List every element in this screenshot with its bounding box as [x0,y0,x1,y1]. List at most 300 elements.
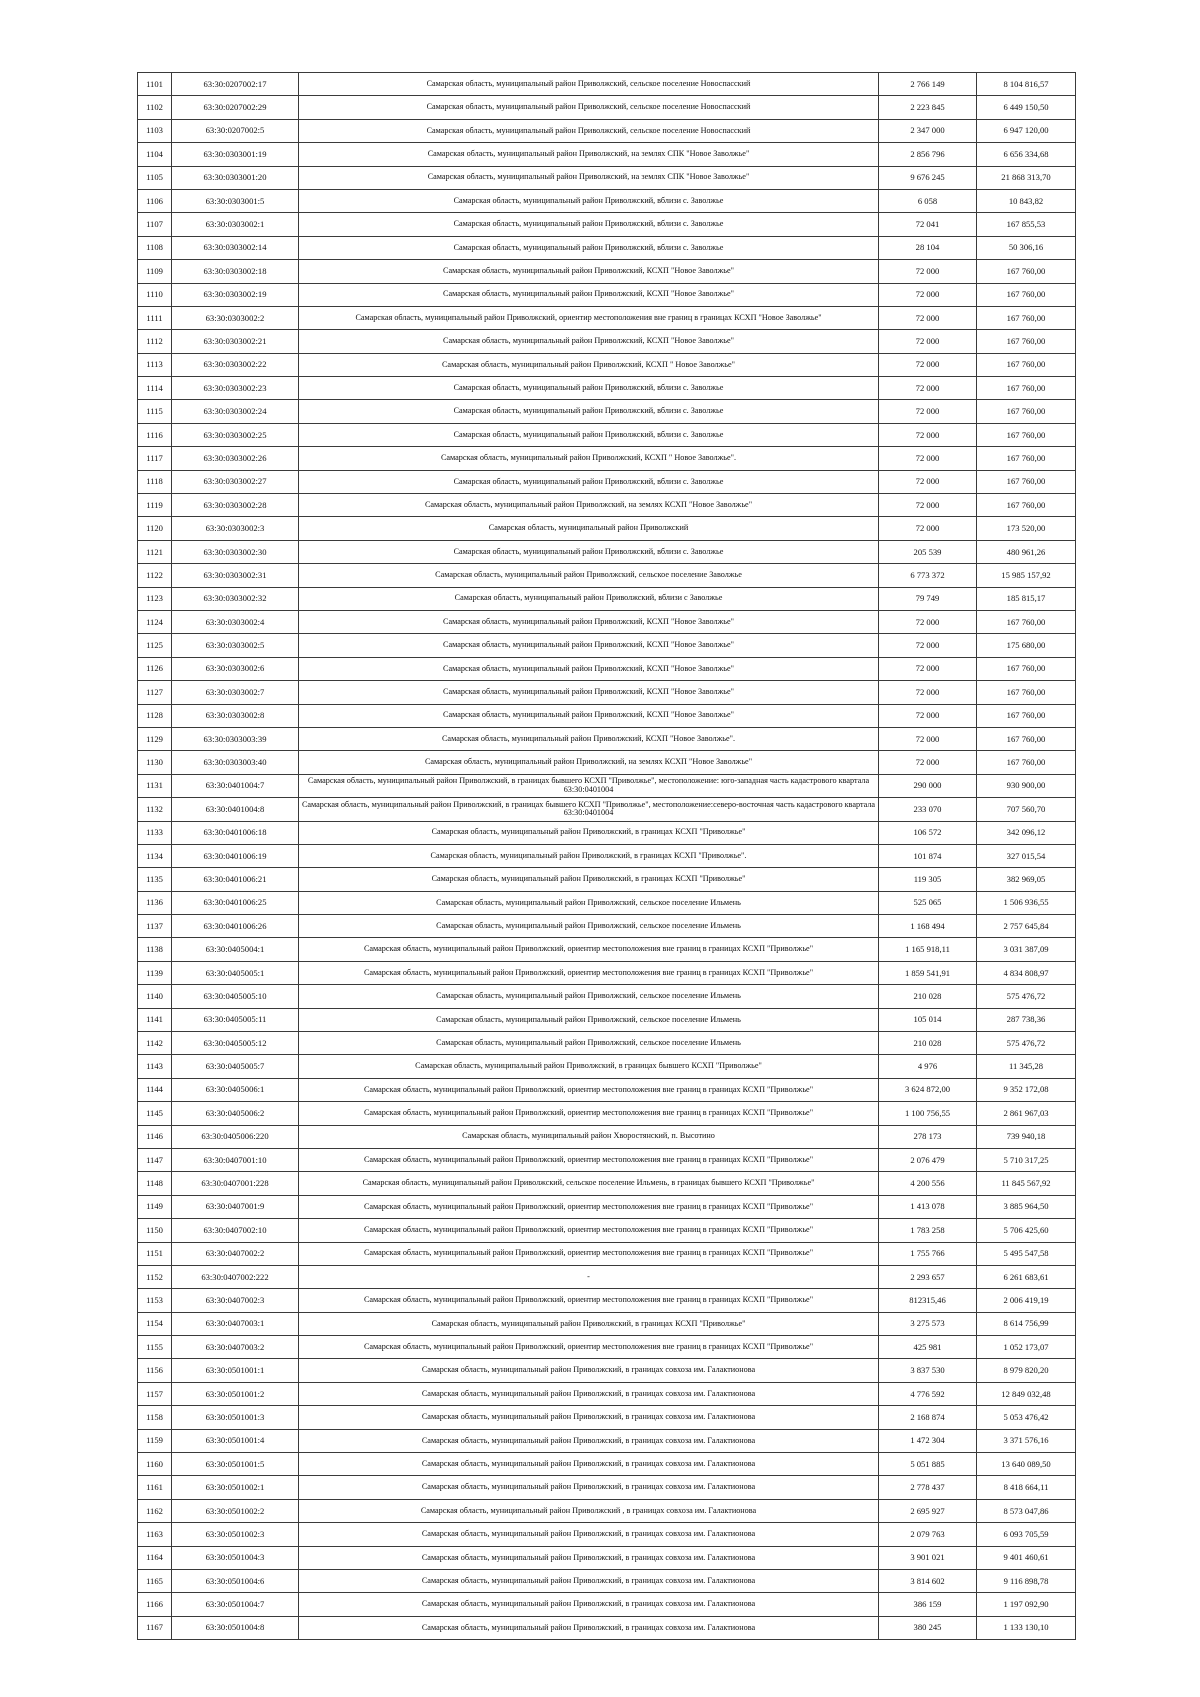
address-cell: Самарская область, муниципальный район Приволжский, ориентир местоположения вне границ в границах КСХП "Приволжье" [299,1336,879,1359]
cadastral-number-cell: 63:30:0405006:1 [172,1078,299,1101]
cadastral-number-cell: 63:30:0303003:40 [172,751,299,774]
cadastral-number-cell: 63:30:0303002:7 [172,681,299,704]
address-cell: Самарская область, муниципальный район Приволжский, сельское поселение Заволжье [299,564,879,587]
area-cell: 72 000 [879,517,977,540]
row-number-cell: 1163 [138,1523,172,1546]
cadastral-value-cell: 575 476,72 [977,985,1076,1008]
table-row [138,517,1076,540]
area-cell: 28 104 [879,236,977,259]
cadastral-number-cell: 63:30:0401006:26 [172,915,299,938]
cadastral-value-cell: 2 006 419,19 [977,1289,1076,1312]
address-cell: Самарская область, муниципальный район Приволжский, вблизи с. Заволжье [299,540,879,563]
cadastral-number-cell: 63:30:0501002:2 [172,1499,299,1522]
table-row [138,353,1076,376]
cadastral-value-cell: 327 015,54 [977,844,1076,867]
cadastral-number-cell: 63:30:0501004:6 [172,1570,299,1593]
row-number-cell: 1166 [138,1593,172,1616]
area-cell: 3 901 021 [879,1546,977,1569]
address-cell: Самарская область, муниципальный район Приволжский, КСХП " Новое Заволжье" [299,353,879,376]
area-cell: 2 079 763 [879,1523,977,1546]
area-cell: 72 000 [879,353,977,376]
row-number-cell: 1133 [138,821,172,844]
table-row [138,985,1076,1008]
cadastral-number-cell: 63:30:0303001:20 [172,166,299,189]
cadastral-number-cell: 63:30:0401004:8 [172,798,299,821]
cadastral-number-cell: 63:30:0207002:29 [172,96,299,119]
cadastral-value-cell: 5 053 476,42 [977,1406,1076,1429]
row-number-cell: 1127 [138,681,172,704]
row-number-cell: 1138 [138,938,172,961]
area-cell: 278 173 [879,1125,977,1148]
area-cell: 72 000 [879,306,977,329]
area-cell: 72 000 [879,400,977,423]
address-cell: Самарская область, муниципальный район Приволжский, КСХП "Новое Заволжье" [299,283,879,306]
address-cell: Самарская область, муниципальный район Хворостянский, п. Высотино [299,1125,879,1148]
cadastral-number-cell: 63:30:0303002:21 [172,330,299,353]
area-cell: 1 168 494 [879,915,977,938]
cadastral-value-cell: 8 979 820,20 [977,1359,1076,1382]
table-row [138,891,1076,914]
row-number-cell: 1135 [138,868,172,891]
cadastral-number-cell: 63:30:0405006:220 [172,1125,299,1148]
address-cell: Самарская область, муниципальный район Приволжский, в границах совхоза им. Галактионова [299,1616,879,1639]
table-row [138,119,1076,142]
area-cell: 4 776 592 [879,1382,977,1405]
cadastral-value-cell: 5 710 317,25 [977,1148,1076,1171]
table-row [138,1593,1076,1616]
cadastral-value-cell: 8 573 047,86 [977,1499,1076,1522]
cadastral-number-cell: 63:30:0303002:14 [172,236,299,259]
table-row [138,1546,1076,1569]
cadastral-number-cell: 63:30:0303002:4 [172,610,299,633]
cadastral-value-cell: 11 845 567,92 [977,1172,1076,1195]
area-cell: 72 000 [879,423,977,446]
row-number-cell: 1151 [138,1242,172,1265]
address-cell: Самарская область, муниципальный район Приволжский, в границах совхоза им. Галактионова [299,1476,879,1499]
row-number-cell: 1123 [138,587,172,610]
table-row [138,915,1076,938]
address-cell: Самарская область, муниципальный район Приволжский, сельское поселение Ильмень [299,1008,879,1031]
cadastral-value-cell: 11 345,28 [977,1055,1076,1078]
address-cell: Самарская область, муниципальный район Приволжский, сельское поселение Новоспасский [299,73,879,96]
cadastral-value-cell: 5 495 547,58 [977,1242,1076,1265]
area-cell: 3 275 573 [879,1312,977,1335]
table-row [138,73,1076,96]
area-cell: 380 245 [879,1616,977,1639]
cadastral-number-cell: 63:30:0501004:8 [172,1616,299,1639]
address-cell: Самарская область, муниципальный район Приволжский, в границах совхоза им. Галактионова [299,1382,879,1405]
address-cell: Самарская область, муниципальный район Приволжский, ориентир местоположения вне границ в границах КСХП "Новое Заволжье" [299,306,879,329]
cadastral-value-cell: 6 449 150,50 [977,96,1076,119]
cadastral-value-cell: 167 760,00 [977,330,1076,353]
table-row [138,587,1076,610]
address-cell: Самарская область, муниципальный район Приволжский, КСХП "Новое Заволжье" [299,681,879,704]
cadastral-number-cell: 63:30:0501001:1 [172,1359,299,1382]
row-number-cell: 1103 [138,119,172,142]
address-cell: Самарская область, муниципальный район Приволжский, КСХП "Новое Заволжье" [299,704,879,727]
address-cell: Самарская область, муниципальный район Приволжский, вблизи с. Заволжье [299,189,879,212]
cadastral-number-cell: 63:30:0501001:2 [172,1382,299,1405]
cadastral-number-cell: 63:30:0303002:18 [172,260,299,283]
cadastral-number-cell: 63:30:0303002:31 [172,564,299,587]
address-cell: Самарская область, муниципальный район Приволжский, в границах совхоза им. Галактионова [299,1593,879,1616]
table-row [138,1055,1076,1078]
address-cell: Самарская область, муниципальный район Приволжский, сельское поселение Ильмень, в границах бывшего КСХП "Приволжье" [299,1172,879,1195]
area-cell: 72 000 [879,727,977,750]
table-row [138,1406,1076,1429]
cadastral-value-cell: 50 306,16 [977,236,1076,259]
area-cell: 72 000 [879,260,977,283]
row-number-cell: 1158 [138,1406,172,1429]
cadastral-value-cell: 1 052 173,07 [977,1336,1076,1359]
address-cell: Самарская область, муниципальный район Приволжский, вблизи с Заволжье [299,587,879,610]
table-row [138,1429,1076,1452]
cadastral-value-cell: 167 760,00 [977,704,1076,727]
area-cell: 72 000 [879,681,977,704]
cadastral-value-cell: 480 961,26 [977,540,1076,563]
row-number-cell: 1131 [138,774,172,797]
row-number-cell: 1142 [138,1032,172,1055]
cadastral-number-cell: 63:30:0303002:3 [172,517,299,540]
row-number-cell: 1129 [138,727,172,750]
area-cell: 72 000 [879,657,977,680]
area-cell: 2 076 479 [879,1148,977,1171]
cadastral-number-cell: 63:30:0405005:11 [172,1008,299,1031]
row-number-cell: 1102 [138,96,172,119]
row-number-cell: 1160 [138,1453,172,1476]
table-row [138,751,1076,774]
row-number-cell: 1134 [138,844,172,867]
cadastral-number-cell: 63:30:0303002:22 [172,353,299,376]
cadastral-number-cell: 63:30:0303002:23 [172,377,299,400]
cadastral-number-cell: 63:30:0405005:7 [172,1055,299,1078]
cadastral-number-cell: 63:30:0303002:8 [172,704,299,727]
row-number-cell: 1156 [138,1359,172,1382]
cadastral-value-cell: 167 760,00 [977,751,1076,774]
area-cell: 2 778 437 [879,1476,977,1499]
address-cell: Самарская область, муниципальный район Приволжский, КСХП "Новое Заволжье" [299,657,879,680]
area-cell: 72 000 [879,634,977,657]
cadastral-number-cell: 63:30:0407002:10 [172,1219,299,1242]
table-row [138,377,1076,400]
table-row [138,1523,1076,1546]
address-cell: Самарская область, муниципальный район Приволжский, вблизи с. Заволжье [299,377,879,400]
row-number-cell: 1107 [138,213,172,236]
table-row [138,1616,1076,1639]
cadastral-value-cell: 173 520,00 [977,517,1076,540]
row-number-cell: 1111 [138,306,172,329]
area-cell: 1 472 304 [879,1429,977,1452]
cadastral-value-cell: 2 757 645,84 [977,915,1076,938]
table-row [138,774,1076,797]
cadastral-number-cell: 63:30:0407002:2 [172,1242,299,1265]
row-number-cell: 1155 [138,1336,172,1359]
area-cell: 5 051 885 [879,1453,977,1476]
area-cell: 2 856 796 [879,143,977,166]
area-cell: 79 749 [879,587,977,610]
cadastral-value-cell: 5 706 425,60 [977,1219,1076,1242]
cadastral-value-cell: 739 940,18 [977,1125,1076,1148]
table-row [138,1242,1076,1265]
table-row [138,1265,1076,1288]
row-number-cell: 1104 [138,143,172,166]
row-number-cell: 1132 [138,798,172,821]
table-row [138,283,1076,306]
address-cell: Самарская область, муниципальный район Приволжский, сельское поселение Новоспасский [299,119,879,142]
row-number-cell: 1146 [138,1125,172,1148]
area-cell: 1 165 918,11 [879,938,977,961]
address-cell: Самарская область, муниципальный район Приволжский, на землях СПК "Новое Заволжье" [299,166,879,189]
area-cell: 3 624 872,00 [879,1078,977,1101]
cadastral-value-cell: 167 760,00 [977,494,1076,517]
table-row [138,1148,1076,1171]
cadastral-value-cell: 167 855,53 [977,213,1076,236]
cadastral-value-cell: 167 760,00 [977,260,1076,283]
cadastral-number-cell: 63:30:0501002:3 [172,1523,299,1546]
table-row [138,1125,1076,1148]
cadastral-value-cell: 4 834 808,97 [977,961,1076,984]
cadastral-number-cell: 63:30:0207002:5 [172,119,299,142]
cadastral-value-cell: 175 680,00 [977,634,1076,657]
table-row [138,1032,1076,1055]
cadastral-number-cell: 63:30:0407001:9 [172,1195,299,1218]
address-cell: Самарская область, муниципальный район Приволжский, сельское поселение Ильмень [299,891,879,914]
area-cell: 425 981 [879,1336,977,1359]
row-number-cell: 1105 [138,166,172,189]
row-number-cell: 1140 [138,985,172,1008]
cadastral-value-cell: 9 352 172,08 [977,1078,1076,1101]
area-cell: 525 065 [879,891,977,914]
area-cell: 72 000 [879,494,977,517]
row-number-cell: 1130 [138,751,172,774]
table-row [138,1102,1076,1125]
cadastral-value-cell: 167 760,00 [977,657,1076,680]
table-row [138,634,1076,657]
row-number-cell: 1110 [138,283,172,306]
area-cell: 1 100 756,55 [879,1102,977,1125]
cadastral-number-cell: 63:30:0303002:30 [172,540,299,563]
address-cell: Самарская область, муниципальный район Приволжский, сельское поселение Ильмень [299,915,879,938]
row-number-cell: 1122 [138,564,172,587]
address-cell: Самарская область, муниципальный район Приволжский, в границах совхоза им. Галактионова [299,1359,879,1382]
cadastral-value-cell: 185 815,17 [977,587,1076,610]
row-number-cell: 1128 [138,704,172,727]
address-cell: Самарская область, муниципальный район Приволжский, сельское поселение Новоспасский [299,96,879,119]
table-row [138,1312,1076,1335]
table-row [138,727,1076,750]
area-cell: 2 766 149 [879,73,977,96]
cadastral-value-cell: 15 985 157,92 [977,564,1076,587]
area-cell: 72 000 [879,283,977,306]
table-row [138,1382,1076,1405]
cadastral-value-cell: 2 861 967,03 [977,1102,1076,1125]
area-cell: 72 000 [879,330,977,353]
address-cell: Самарская область, муниципальный район Приволжский, на землях КСХП "Новое Заволжье" [299,494,879,517]
cadastral-value-cell: 8 418 664,11 [977,1476,1076,1499]
cadastral-number-cell: 63:30:0303001:19 [172,143,299,166]
area-cell: 72 000 [879,470,977,493]
address-cell: Самарская область, муниципальный район Приволжский, ориентир местоположения вне границ в границах КСХП "Приволжье" [299,1195,879,1218]
cadastral-value-cell: 167 760,00 [977,470,1076,493]
table-row [138,1336,1076,1359]
table-row [138,868,1076,891]
row-number-cell: 1143 [138,1055,172,1078]
table-row [138,96,1076,119]
cadastral-number-cell: 63:30:0407001:10 [172,1148,299,1171]
cadastral-number-cell: 63:30:0401006:25 [172,891,299,914]
address-cell: Самарская область, муниципальный район Приволжский, вблизи с. Заволжье [299,236,879,259]
address-cell: Самарская область, муниципальный район Приволжский, на землях СПК "Новое Заволжье" [299,143,879,166]
area-cell: 4 976 [879,1055,977,1078]
cadastral-value-cell: 1 133 130,10 [977,1616,1076,1639]
cadastral-number-cell: 63:30:0303002:6 [172,657,299,680]
area-cell: 119 305 [879,868,977,891]
area-cell: 233 070 [879,798,977,821]
register-table-body [138,73,1076,1640]
address-cell: - [299,1265,879,1288]
table-row [138,423,1076,446]
cadastral-value-cell: 9 401 460,61 [977,1546,1076,1569]
cadastral-value-cell: 167 760,00 [977,610,1076,633]
row-number-cell: 1124 [138,610,172,633]
address-cell: Самарская область, муниципальный район Приволжский, в границах КСХП "Приволжье". [299,844,879,867]
area-cell: 9 676 245 [879,166,977,189]
row-number-cell: 1115 [138,400,172,423]
address-cell: Самарская область, муниципальный район Приволжский, ориентир местоположения вне границ в границах КСХП "Приволжье" [299,1148,879,1171]
area-cell: 106 572 [879,821,977,844]
cadastral-number-cell: 63:30:0405005:12 [172,1032,299,1055]
table-row [138,400,1076,423]
cadastral-number-cell: 63:30:0401006:19 [172,844,299,867]
row-number-cell: 1109 [138,260,172,283]
address-cell: Самарская область, муниципальный район Приволжский, ориентир местоположения вне границ в границах КСХП "Приволжье" [299,938,879,961]
cadastral-number-cell: 63:30:0407002:3 [172,1289,299,1312]
cadastral-number-cell: 63:30:0405004:1 [172,938,299,961]
table-row [138,213,1076,236]
area-cell: 2 695 927 [879,1499,977,1522]
area-cell: 6 058 [879,189,977,212]
cadastral-value-cell: 342 096,12 [977,821,1076,844]
cadastral-value-cell: 3 371 576,16 [977,1429,1076,1452]
row-number-cell: 1139 [138,961,172,984]
table-row [138,1008,1076,1031]
address-cell: Самарская область, муниципальный район Приволжский, ориентир местоположения вне границ в границах КСХП "Приволжье" [299,1102,879,1125]
table-row [138,330,1076,353]
area-cell: 210 028 [879,985,977,1008]
area-cell: 2 223 845 [879,96,977,119]
row-number-cell: 1137 [138,915,172,938]
cadastral-number-cell: 63:30:0407002:222 [172,1265,299,1288]
address-cell: Самарская область, муниципальный район Приволжский, ориентир местоположения вне границ в границах КСХП "Приволжье" [299,961,879,984]
table-row [138,1359,1076,1382]
cadastral-value-cell: 3 031 387,09 [977,938,1076,961]
cadastral-value-cell: 10 843,82 [977,189,1076,212]
table-row [138,1195,1076,1218]
table-row [138,470,1076,493]
cadastral-number-cell: 63:30:0303002:5 [172,634,299,657]
table-row [138,540,1076,563]
address-cell: Самарская область, муниципальный район Приволжский, в границах совхоза им. Галактионова [299,1453,879,1476]
cadastral-value-cell: 167 760,00 [977,283,1076,306]
cadastral-value-cell: 21 868 313,70 [977,166,1076,189]
address-cell: Самарская область, муниципальный район Приволжский, сельское поселение Ильмень [299,1032,879,1055]
row-number-cell: 1119 [138,494,172,517]
cadastral-number-cell: 63:30:0207002:17 [172,73,299,96]
row-number-cell: 1144 [138,1078,172,1101]
address-cell: Самарская область, муниципальный район Приволжский, КСХП "Новое Заволжье" [299,260,879,283]
address-cell: Самарская область, муниципальный район Приволжский, КСХП "Новое Заволжье". [299,727,879,750]
address-cell: Самарская область, муниципальный район Приволжский, ориентир местоположения вне границ в границах КСХП "Приволжье" [299,1242,879,1265]
area-cell: 72 000 [879,610,977,633]
address-cell: Самарская область, муниципальный район Приволжский, сельское поселение Ильмень [299,985,879,1008]
cadastral-value-cell: 167 760,00 [977,400,1076,423]
address-cell: Самарская область, муниципальный район Приволжский, в границах КСХП "Приволжье" [299,821,879,844]
area-cell: 1 413 078 [879,1195,977,1218]
cadastral-value-cell: 6 947 120,00 [977,119,1076,142]
area-cell: 72 000 [879,704,977,727]
area-cell: 386 159 [879,1593,977,1616]
row-number-cell: 1112 [138,330,172,353]
row-number-cell: 1154 [138,1312,172,1335]
area-cell: 6 773 372 [879,564,977,587]
address-cell: Самарская область, муниципальный район Приволжский, в границах КСХП "Приволжье" [299,868,879,891]
table-row [138,236,1076,259]
address-cell: Самарская область, муниципальный район Приволжский [299,517,879,540]
cadastral-number-cell: 63:30:0405005:10 [172,985,299,1008]
table-row [138,1172,1076,1195]
table-row [138,704,1076,727]
row-number-cell: 1101 [138,73,172,96]
table-row [138,938,1076,961]
table-row [138,260,1076,283]
table-row [138,1499,1076,1522]
area-cell: 812315,46 [879,1289,977,1312]
table-row [138,961,1076,984]
row-number-cell: 1121 [138,540,172,563]
address-cell: Самарская область, муниципальный район Приволжский, КСХП "Новое Заволжье" [299,634,879,657]
table-row [138,844,1076,867]
address-cell: Самарская область, муниципальный район Приволжский, в границах бывшего КСХП "Приволжье", местоположение: юго-западная часть кадастрового квартала 63:30:0401004 [299,774,879,797]
address-cell: Самарская область, муниципальный район Приволжский, в границах совхоза им. Галактионова [299,1523,879,1546]
table-row [138,1219,1076,1242]
table-row [138,681,1076,704]
table-row [138,564,1076,587]
cadastral-value-cell: 13 640 089,50 [977,1453,1076,1476]
cadastral-value-cell: 167 760,00 [977,306,1076,329]
cadastral-value-cell: 167 760,00 [977,353,1076,376]
cadastral-value-cell: 167 760,00 [977,423,1076,446]
table-row [138,657,1076,680]
cadastral-value-cell: 6 261 683,61 [977,1265,1076,1288]
table-row [138,143,1076,166]
address-cell: Самарская область, муниципальный район Приволжский, КСХП "Новое Заволжье" [299,610,879,633]
address-cell: Самарская область, муниципальный район Приволжский, вблизи с. Заволжье [299,423,879,446]
row-number-cell: 1147 [138,1148,172,1171]
table-row [138,798,1076,821]
table-row [138,1289,1076,1312]
cadastral-number-cell: 63:30:0501004:3 [172,1546,299,1569]
row-number-cell: 1117 [138,447,172,470]
address-cell: Самарская область, муниципальный район Приволжский , в границах совхоза им. Галактионова [299,1499,879,1522]
address-cell: Самарская область, муниципальный район Приволжский, в границах совхоза им. Галактионова [299,1570,879,1593]
address-cell: Самарская область, муниципальный район Приволжский, ориентир местоположения вне границ в границах КСХП "Приволжье" [299,1078,879,1101]
table-row [138,189,1076,212]
cadastral-value-cell: 167 760,00 [977,681,1076,704]
cadastral-number-cell: 63:30:0501001:4 [172,1429,299,1452]
cadastral-value-cell: 287 738,36 [977,1008,1076,1031]
area-cell: 72 000 [879,447,977,470]
row-number-cell: 1125 [138,634,172,657]
